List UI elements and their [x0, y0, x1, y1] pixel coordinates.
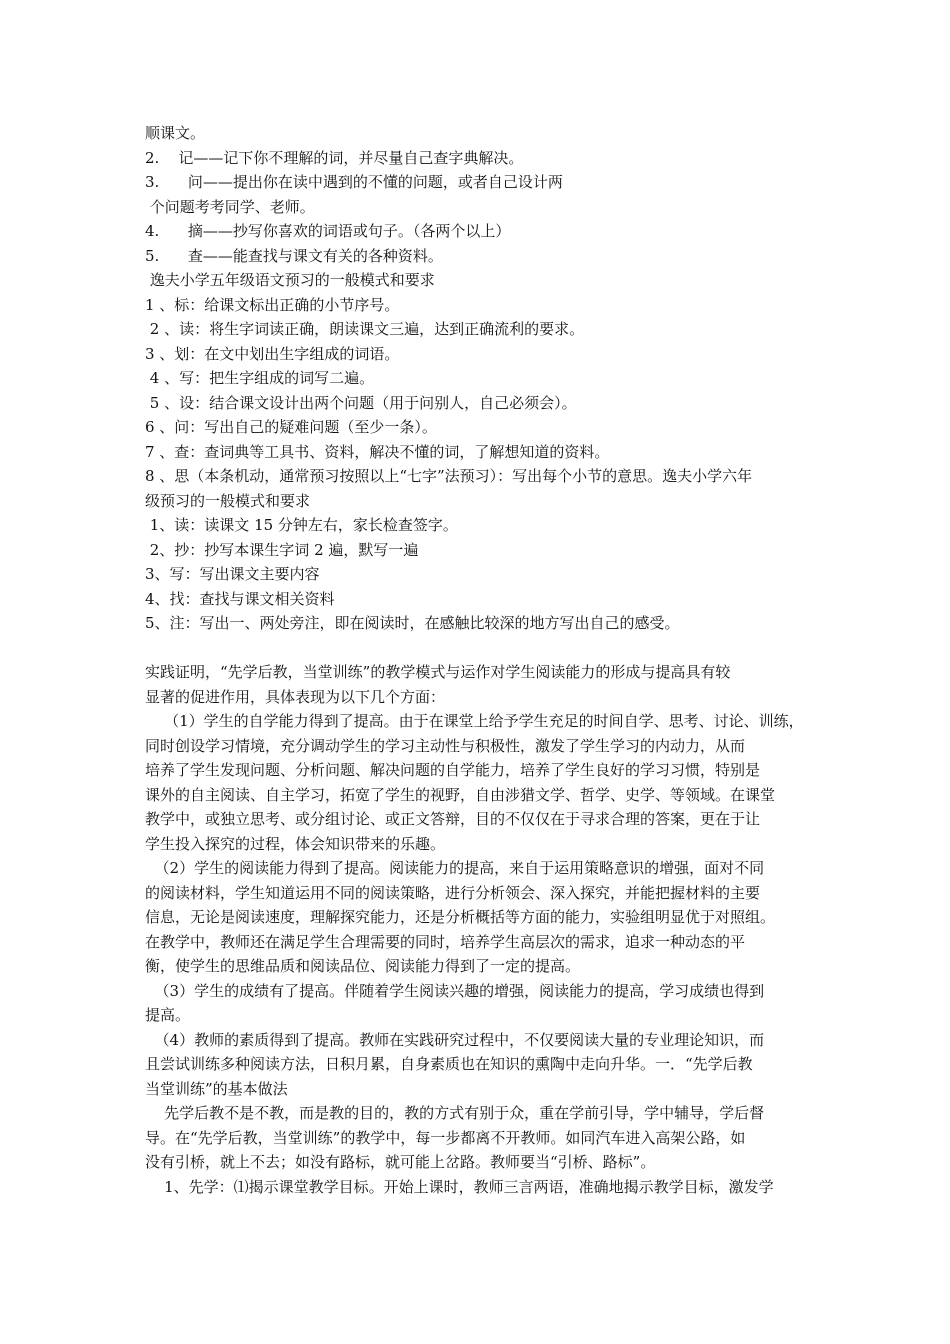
text-line: （1）学生的自学能力得到了提高。由于在课堂上给予学生充足的时间自学、思考、讨论、训练， — [145, 712, 804, 730]
text-line: 6 、问：写出自己的疑难问题（至少一条）。 — [145, 418, 437, 436]
text-line: 当堂训练”的基本做法 — [145, 1079, 288, 1098]
text-line: 导。在“先学后教，当堂训练”的教学中，每一步都离不开教师。如同汽车进入高架公路，如 — [145, 1128, 746, 1147]
text-line: 同时创设学习情境，充分调动学生的学习主动性与积极性，激发了学生学习的内动力，从而 — [145, 736, 746, 755]
text-line: （4）教师的素质得到了提高。教师在实践研究过程中，不仅要阅读大量的专业理论知识，而 — [145, 1030, 765, 1049]
text-line: 8 、思（本条机动，通常预习按照以上“七字”法预习）：写出每个小节的意思。逸夫小学六年 — [145, 467, 753, 485]
text-line: （2）学生的阅读能力得到了提高。阅读能力的提高，来自于运用策略意识的增强，面对不同 — [145, 859, 765, 877]
text-line: 信息，无论是阅读速度，理解探究能力，还是分析概括等方面的能力，实验组明显优于对照组。 — [145, 908, 776, 926]
text-line: 2 、读：将生字词读正确，朗读课文三遍，达到正确流利的要求。 — [145, 320, 585, 338]
blank-line — [145, 636, 820, 661]
text-line: 4. 摘——抄写你喜欢的词语或句子。（各两个以上） — [145, 222, 511, 240]
text-line: 在教学中，教师还在满足学生合理需要的同时，培养学生高层次的需求，追求一种动态的平 — [145, 932, 746, 951]
text-line: 5. 查——能查找与课文有关的各种资料。 — [145, 246, 443, 265]
text-line: （3）学生的成绩有了提高。伴随着学生阅读兴趣的增强，阅读能力的提高，学习成绩也得到 — [145, 981, 765, 1000]
text-line: 先学后教不是不教，而是教的目的，教的方式有别于众，重在学前引导，学中辅导，学后督 — [145, 1104, 765, 1122]
text-line: 提高。 — [145, 1006, 191, 1024]
text-line: 3 、划：在文中划出生字组成的词语。 — [145, 344, 400, 363]
text-line: 4、找：查找与课文相关资料 — [145, 589, 335, 608]
text-line: 5 、设：结合课文设计出两个问题（用于问别人，自己必须会）。 — [145, 393, 577, 412]
text-line: 衡，使学生的思维品质和阅读品位、阅读能力得到了一定的提高。 — [145, 957, 581, 975]
text-line: 3. 问——提出你在读中遇到的不懂的问题，或者自己设计两 — [145, 173, 563, 191]
text-line: 级预习的一般模式和要求 — [145, 491, 311, 510]
text-line: 培养了学生发现问题、分析问题、解决问题的自学能力，培养了学生良好的学习习惯，特别是 — [145, 761, 761, 779]
text-line: 教学中，或独立思考、或分组讨论、或正文答辩，目的不仅仅在于寻求合理的答案，更在于让 — [145, 810, 761, 828]
text-line: 显著的促进作用，具体表现为以下几个方面： — [145, 687, 446, 706]
text-line: 没有引桥，就上不去；如没有路标，就可能上岔路。教师要当“引桥、路标”。 — [145, 1153, 656, 1171]
text-line: 3、写：写出课文主要内容 — [145, 565, 320, 583]
text-line: 7 、查：查词典等工具书、资料，解决不懂的词，了解想知道的资料。 — [145, 442, 610, 461]
text-line: 1、读：读课文 15 分钟左右，家长检查签字。 — [145, 516, 458, 534]
document-body — [145, 121, 820, 1199]
text-line: 且尝试训练多种阅读方法，日积月累，自身素质也在知识的熏陶中走向升华。一．“先学后教 — [145, 1055, 753, 1073]
text-line: 实践证明，“先学后教，当堂训练”的教学模式与运作对学生阅读能力的形成与提高具有较 — [145, 663, 731, 681]
text-line: 顺课文。 — [145, 124, 206, 142]
text-line: 逸夫小学五年级语文预习的一般模式和要求 — [145, 271, 435, 289]
text-line: 1、先学：⑴揭示课堂教学目标。开始上课时，教师三言两语，准确地揭示教学目标，激发学 — [145, 1177, 774, 1196]
text-line: 学生投入探究的过程，体会知识带来的乐趣。 — [145, 834, 446, 853]
text-line: 2. 记——记下你不理解的词，并尽量自己查字典解决。 — [145, 148, 524, 167]
text-line: 个问题考考同学、老师。 — [145, 197, 315, 216]
text-line: 4 、写：把生字组成的词写二遍。 — [145, 369, 375, 387]
text-line: 课外的自主阅读、自主学习，拓宽了学生的视野，自由涉猎文学、哲学、史学、等领域。在课堂 — [145, 785, 776, 804]
text-line: 2、抄：抄写本课生字词 2 遍，默写一遍 — [145, 540, 419, 559]
text-line: 的阅读材料，学生知道运用不同的阅读策略，进行分析领会、深入探究，并能把握材料的主要 — [145, 883, 761, 902]
text-line: 5、注：写出一、两处旁注，即在阅读时，在感触比较深的地方写出自己的感受。 — [145, 614, 680, 632]
text-line: 1 、标：给课文标出正确的小节序号。 — [145, 295, 400, 314]
